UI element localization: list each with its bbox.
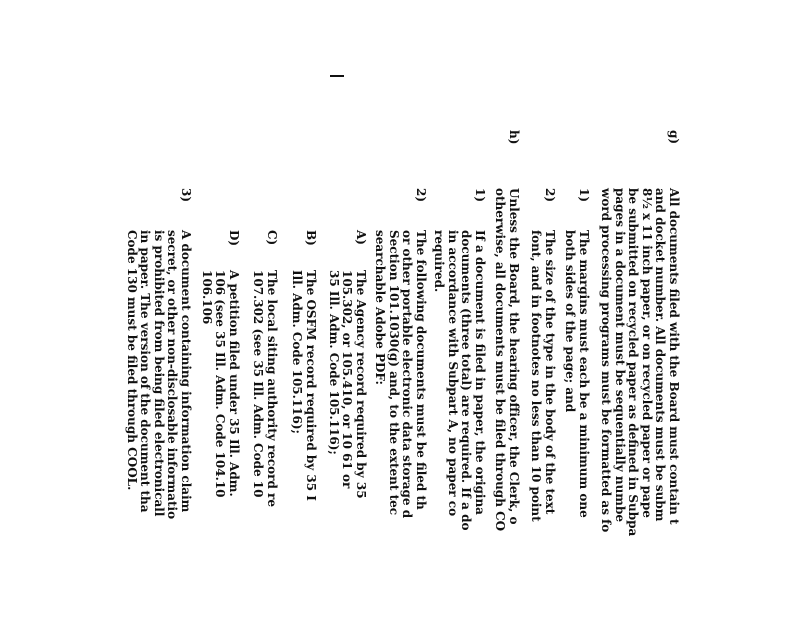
- item-h-marker: h): [507, 130, 521, 145]
- text-line: 8½ x 11 inch paper, or on recycled paper or pape: [639, 188, 654, 518]
- item-a-marker: A): [354, 230, 368, 245]
- item-3-paragraph: [124, 230, 192, 519]
- text-line: If a document is filed in paper, the origina: [473, 230, 487, 515]
- text-line: in paper. The version of the document tha: [138, 230, 153, 513]
- text-line: A document containing information claim: [179, 230, 193, 513]
- document-page: [120, 130, 680, 618]
- text-line: 105.302, or 105.410, or 10 61 or: [340, 270, 355, 489]
- text-line: 106.106: [199, 270, 214, 325]
- item-c-marker: C): [265, 230, 279, 246]
- text-line: The Agency record required by 35: [354, 270, 368, 499]
- text-line: searchable Adobe PDF:: [373, 230, 388, 385]
- item-h1-marker: 1): [473, 188, 487, 203]
- item-h-paragraph: [493, 188, 520, 531]
- text-line: font, and in footnotes no less than 10 point: [529, 230, 544, 522]
- item-g2-marker: 2): [543, 188, 557, 203]
- item-g-paragraph: [598, 188, 680, 536]
- item-g1-marker: 1): [577, 188, 591, 203]
- text-line: The local siting authority record re: [265, 270, 279, 508]
- item-3-marker: 3): [179, 188, 193, 203]
- text-line: required.: [432, 230, 447, 293]
- item-g1-paragraph: [563, 230, 590, 518]
- text-line: documents (three total) are required. If a do: [459, 230, 474, 531]
- item-h2-paragraph: [373, 230, 427, 518]
- text-line: pages in a document must be sequentially numbe: [612, 188, 627, 523]
- text-line: 35 Ill. Adm. Code 105.116);: [326, 270, 341, 455]
- text-line: Unless the Board, the hearing officer, the Clerk, o: [507, 188, 521, 525]
- text-line: in accordance with Subpart A, no paper co: [445, 230, 460, 517]
- item-g-marker: g): [667, 130, 681, 145]
- item-d-paragraph: [199, 270, 240, 498]
- item-h2-marker: 2): [414, 188, 428, 203]
- text-line: 106 (see 35 Ill. Adm. Code 104.10: [213, 270, 228, 498]
- text-line: The OSFM record required by 35 I: [304, 270, 318, 501]
- text-line: both sides of the page; and: [563, 230, 578, 413]
- text-line: otherwise, all documents must be filed through CO: [493, 188, 508, 532]
- text-line: The margins must each be a minimum one: [577, 230, 591, 518]
- text-line: be submitted on recycled paper as defined in Subpa: [626, 188, 641, 537]
- scan-mark: [330, 75, 344, 77]
- text-line: or other portable electronic data storage d: [400, 230, 415, 519]
- text-line: 107.302 (see 35 Ill. Adm. Code 10: [251, 270, 266, 498]
- item-b-paragraph: [290, 270, 317, 501]
- text-line: All documents filed with the Board must contain t: [667, 188, 681, 525]
- text-line: Code 130 must be filed through COOL.: [124, 230, 139, 491]
- text-line: Section 101.1030(g) and, to the extent tec: [386, 230, 401, 516]
- item-b-marker: B): [304, 230, 318, 246]
- text-line: Ill. Adm. Code 105.116);: [290, 270, 305, 434]
- item-a-paragraph: [326, 270, 367, 499]
- text-line: secret, or other non-disclosable informatio: [165, 230, 180, 520]
- item-d-marker: D): [227, 230, 241, 247]
- text-line: A petition filed under 35 Ill. Adm.: [227, 270, 241, 497]
- item-h1-paragraph: [432, 230, 486, 531]
- text-line: word processing programs must be formatted as fo: [599, 188, 614, 533]
- text-line: is prohibited from being filed electronicall: [151, 230, 166, 517]
- rotated-document-page: [120, 130, 680, 618]
- text-line: and docket number. All documents must be subm: [653, 188, 668, 522]
- item-c-paragraph: [251, 270, 278, 507]
- text-line: The following documents must be filed th: [414, 230, 428, 510]
- text-line: The size of the type in the body of the text: [543, 230, 557, 515]
- item-g2-paragraph: [529, 230, 556, 522]
